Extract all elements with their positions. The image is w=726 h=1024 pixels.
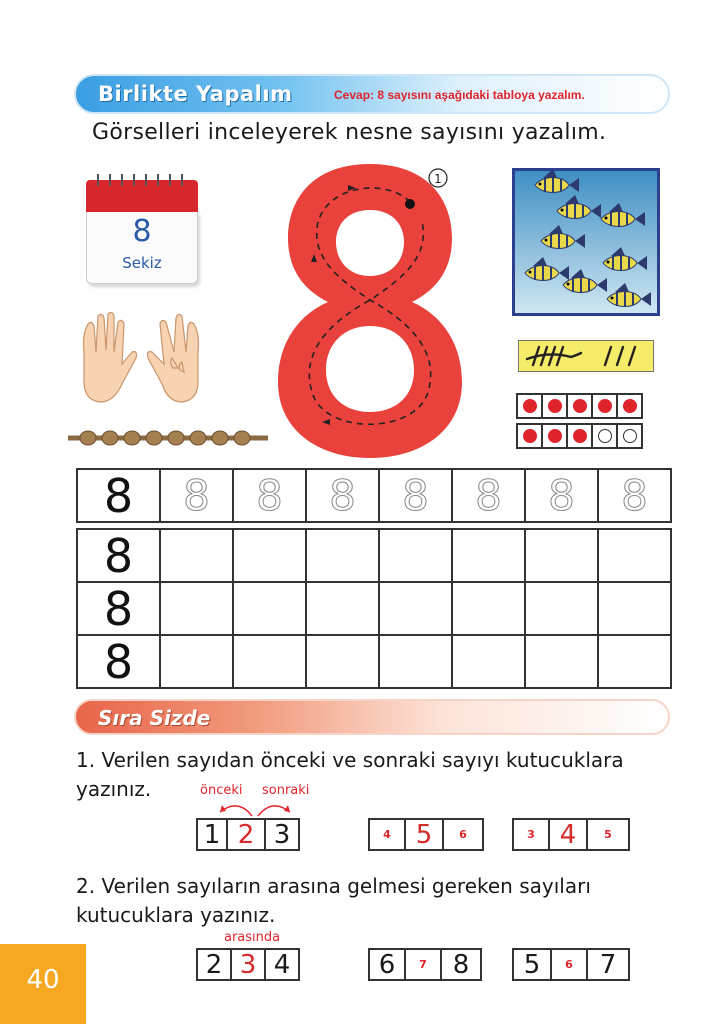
ten-frame-cell	[616, 393, 643, 419]
writing-cell[interactable]	[160, 582, 233, 635]
knotted-rope-icon	[66, 428, 270, 448]
ten-frame-cell	[541, 393, 568, 419]
dashed-digit: 8	[621, 470, 648, 520]
calendar-number: 8	[132, 214, 152, 249]
dashed-digit: 8	[256, 470, 283, 520]
writing-cell[interactable]	[525, 582, 598, 635]
after-answer[interactable]: 6	[459, 828, 467, 841]
writing-cell[interactable]	[233, 529, 306, 582]
sequence-number: 2	[228, 820, 266, 849]
sequence-box	[512, 818, 630, 851]
sequence-box	[196, 818, 300, 851]
filled-counter	[573, 429, 587, 443]
writing-grid	[76, 528, 672, 689]
ten-frame-cell	[591, 393, 618, 419]
writing-cell[interactable]	[452, 582, 525, 635]
writing-cell[interactable]	[379, 635, 452, 688]
calendar-image	[86, 170, 198, 284]
question-1: 1. Verilen sayıdan önceki ve sonraki sayıyı kutucuklara yazınız.	[76, 748, 624, 801]
ten-frame-cell	[516, 423, 543, 449]
ten-frame-cell	[516, 393, 543, 419]
trace-grid	[76, 468, 672, 523]
writing-cell[interactable]	[306, 529, 379, 582]
sequence-number: 3	[232, 950, 266, 979]
writing-cell[interactable]	[306, 582, 379, 635]
trace-cell[interactable]	[525, 469, 598, 522]
model-digit: 8	[77, 469, 160, 522]
calendar-rings-icon	[86, 170, 198, 190]
filled-counter	[623, 399, 637, 413]
ten-frame	[516, 393, 641, 453]
arrows-icon	[206, 796, 306, 820]
sequence-number: 8	[452, 949, 470, 980]
sequence-number: 6	[370, 950, 406, 979]
writing-cell[interactable]	[525, 529, 598, 582]
fish-school-icon	[515, 171, 657, 313]
sequence-box	[368, 948, 482, 981]
ten-frame-cell	[566, 393, 593, 419]
writing-cell[interactable]	[598, 635, 671, 688]
filled-counter	[523, 399, 537, 413]
tally-marks-icon	[519, 341, 653, 371]
section-banner	[74, 699, 670, 735]
trace-cell[interactable]	[598, 469, 671, 522]
calendar-word: Sekiz	[122, 254, 162, 272]
filled-counter	[598, 399, 612, 413]
model-digit: 8	[77, 635, 160, 688]
hands-counting-icon	[76, 312, 206, 408]
before-answer[interactable]: 3	[514, 820, 550, 849]
writing-cell[interactable]	[233, 582, 306, 635]
big-number-eight	[270, 162, 470, 460]
writing-cell[interactable]	[233, 635, 306, 688]
writing-cell[interactable]	[598, 529, 671, 582]
sequence-box	[368, 818, 484, 851]
writing-cell[interactable]	[379, 582, 452, 635]
stroke-step-number: 1	[434, 172, 442, 186]
empty-counter	[623, 429, 637, 443]
filled-counter	[523, 429, 537, 443]
sequence-number: 7	[599, 949, 617, 980]
before-answer[interactable]: 4	[370, 820, 406, 849]
empty-counter	[598, 429, 612, 443]
ten-frame-row	[516, 423, 641, 449]
sequence-number: 4	[550, 820, 588, 849]
writing-cell[interactable]	[525, 635, 598, 688]
trace-cell[interactable]	[379, 469, 452, 522]
writing-cell[interactable]	[379, 529, 452, 582]
model-digit: 8	[77, 529, 160, 582]
dashed-digit: 8	[329, 470, 356, 520]
sequence-number: 1	[198, 820, 228, 849]
sequence-number: 2	[198, 950, 232, 979]
filled-counter	[573, 399, 587, 413]
after-label: sonraki	[262, 783, 310, 798]
after-answer[interactable]: 5	[604, 828, 612, 841]
activity-banner	[74, 74, 670, 114]
trace-cell[interactable]	[306, 469, 379, 522]
trace-cell[interactable]	[452, 469, 525, 522]
between-answer[interactable]: 7	[406, 950, 442, 979]
ten-frame-cell	[566, 423, 593, 449]
ten-frame-cell	[591, 423, 618, 449]
dashed-digit: 8	[475, 470, 502, 520]
dashed-digit: 8	[548, 470, 575, 520]
dashed-digit: 8	[183, 470, 210, 520]
writing-cell[interactable]	[598, 582, 671, 635]
ten-frame-cell	[541, 423, 568, 449]
fish-picture	[512, 168, 660, 316]
ten-frame-cell	[616, 423, 643, 449]
between-label: arasında	[224, 930, 281, 945]
sequence-box	[512, 948, 630, 981]
between-answer[interactable]: 6	[552, 950, 588, 979]
writing-cell[interactable]	[452, 529, 525, 582]
banner-answer-note: Cevap: 8 sayısını aşağıdaki tabloya yazalım.	[334, 88, 585, 102]
page-number: 40	[26, 965, 60, 995]
filled-counter	[548, 429, 562, 443]
writing-cell[interactable]	[306, 635, 379, 688]
sequence-number: 5	[406, 820, 444, 849]
sequence-number: 4	[273, 949, 291, 980]
trace-cell[interactable]	[233, 469, 306, 522]
intro-instruction: Görselleri inceleyerek nesne sayısını yazalım.	[92, 120, 607, 145]
sequence-number: 5	[514, 950, 552, 979]
writing-cell[interactable]	[452, 635, 525, 688]
dashed-digit: 8	[402, 470, 429, 520]
section-title: Sıra Sizde	[98, 706, 211, 730]
writing-cell[interactable]	[160, 529, 233, 582]
writing-cell[interactable]	[160, 635, 233, 688]
sequence-number: 3	[273, 819, 291, 850]
model-digit: 8	[77, 582, 160, 635]
question-2: 2. Verilen sayıların arasına gelmesi gereken sayıları kutucuklara yazınız.	[76, 874, 591, 927]
banner-title: Birlikte Yapalım	[98, 82, 293, 106]
trace-cell[interactable]	[160, 469, 233, 522]
filled-counter	[548, 399, 562, 413]
tally-marks-box	[518, 340, 654, 372]
ten-frame-row	[516, 393, 641, 419]
sequence-box	[196, 948, 300, 981]
before-label: önceki	[200, 783, 243, 798]
